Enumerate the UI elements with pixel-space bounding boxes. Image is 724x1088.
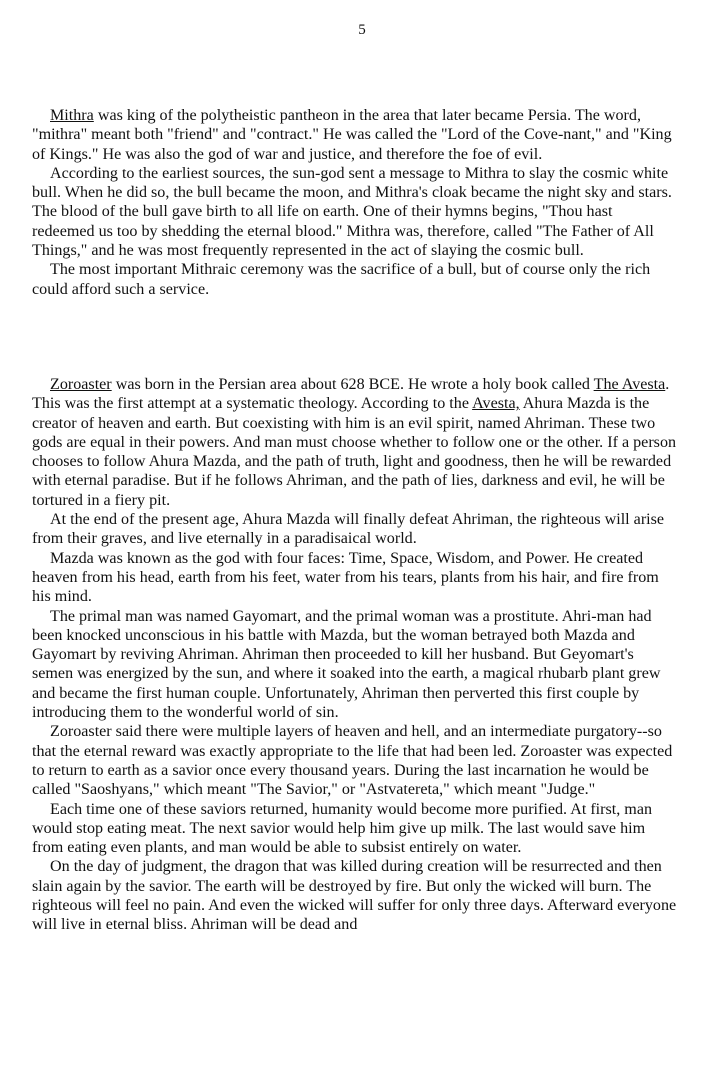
paragraph xyxy=(32,106,678,164)
book-title-avesta-ref: Avesta, xyxy=(472,395,520,413)
mithra-section xyxy=(32,106,678,299)
paragraph-text: was born in the Persian area about 628 BCE. He wrote a holy book called xyxy=(111,376,594,393)
zoroaster-name: Zoroaster xyxy=(50,376,112,393)
paragraph: According to the earliest sources, the sun-god sent a message to Mithra to slay the cosmic white bull. When he did so, the bull became the moon, and Mithra's cloak became the night sky and stars. The blood of the bull gave birth to all life on earth. One of their hymns begins, "Thou hast redeemed us too by shedding the eternal blood." Mithra was, therefore, called "The Father of All Things," and he was most frequently represented in the act of slaying the cosmic bull. xyxy=(32,164,672,260)
paragraph: The primal man was named Gayomart, and the primal woman was a prostitute. Ahri-man had been knocked unconscious in his battle with Mazda, but the woman betrayed both Mazda and Gayomart by reviving Ahriman. Ahriman then proceeded to kill her husband. But Geyomart's semen was energized by the sun, and where it soaked into the earth, a magical rhubarb plant grew and became the first human couple. Unfortunately, Ahriman then perverted this first couple by introducing them to the wonderful world of sin. xyxy=(32,607,661,722)
paragraph: Mazda was known as the god with four faces: Time, Space, Wisdom, and Power. He created heaven from his head, earth from his feet, water from his tears, plants from his hair, and fire from his mind. xyxy=(32,549,659,606)
page-number: 5 xyxy=(358,22,366,38)
paragraph xyxy=(32,375,678,510)
book-title-avesta: The Avesta xyxy=(593,376,666,393)
paragraph: The most important Mithraic ceremony was the sacrifice of a bull, but of course only the rich could afford such a service. xyxy=(32,261,651,298)
paragraph: Zoroaster said there were multiple layers of heaven and hell, and an intermediate purgatory--so that the eternal reward was exactly appropriate to the life that had been led. Zoroaster was expected to return to earth as a savior once every thousand years. During the last incarnation he would be called "Saoshyans," which meant "The Savior," or "Astvatereta," which meant "Judge." xyxy=(32,723,673,799)
paragraph: On the day of judgment, the dragon that was killed during creation will be resurrected and then slain again by the savior. The earth will be destroyed by fire. But only the wicked will burn. The righteous will feel no pain. And even the wicked will suffer for only three days. Afterward everyone will live in eternal bliss. Ahriman will be dead and xyxy=(32,858,677,934)
paragraph: At the end of the present age, Ahura Mazda will finally defeat Ahriman, the righteous will arise from their graves, and live eternally in a paradisaical world. xyxy=(32,511,665,548)
mithra-name: Mithra xyxy=(50,107,94,124)
paragraph-text: . This was the first attempt at a systematic theology. According to the xyxy=(32,376,670,413)
paragraph-text: Ahura Mazda is the creator of heaven and earth. But coexisting with him is an evil spirit, named Ahriman. These two gods are equal in their powers. And man must choose whether to follow one or the other. If a person chooses to follow Ahura Mazda, and the path of truth, light and goodness, then he will be rewarded with eternal paradise. But if he follows Ahriman, and the path of lies, darkness and evil, he will be tortured in a fiery pit. xyxy=(32,395,677,509)
zoroaster-section xyxy=(32,375,678,935)
paragraph: Each time one of these saviors returned, humanity would become more purified. At first, man would stop eating meat. The next savior would help him give up milk. The last would save him from eating even plants, and man would be able to subsist entirely on water. xyxy=(32,800,653,857)
paragraph-text: was king of the polytheistic pantheon in the area that later became Persia. The word, "mithra" meant both "friend" and "contract." He was called the "Lord of the Cove-nant," and "King of Kings." He was also the god of war and justice, and therefore the foe of evil. xyxy=(32,107,672,163)
